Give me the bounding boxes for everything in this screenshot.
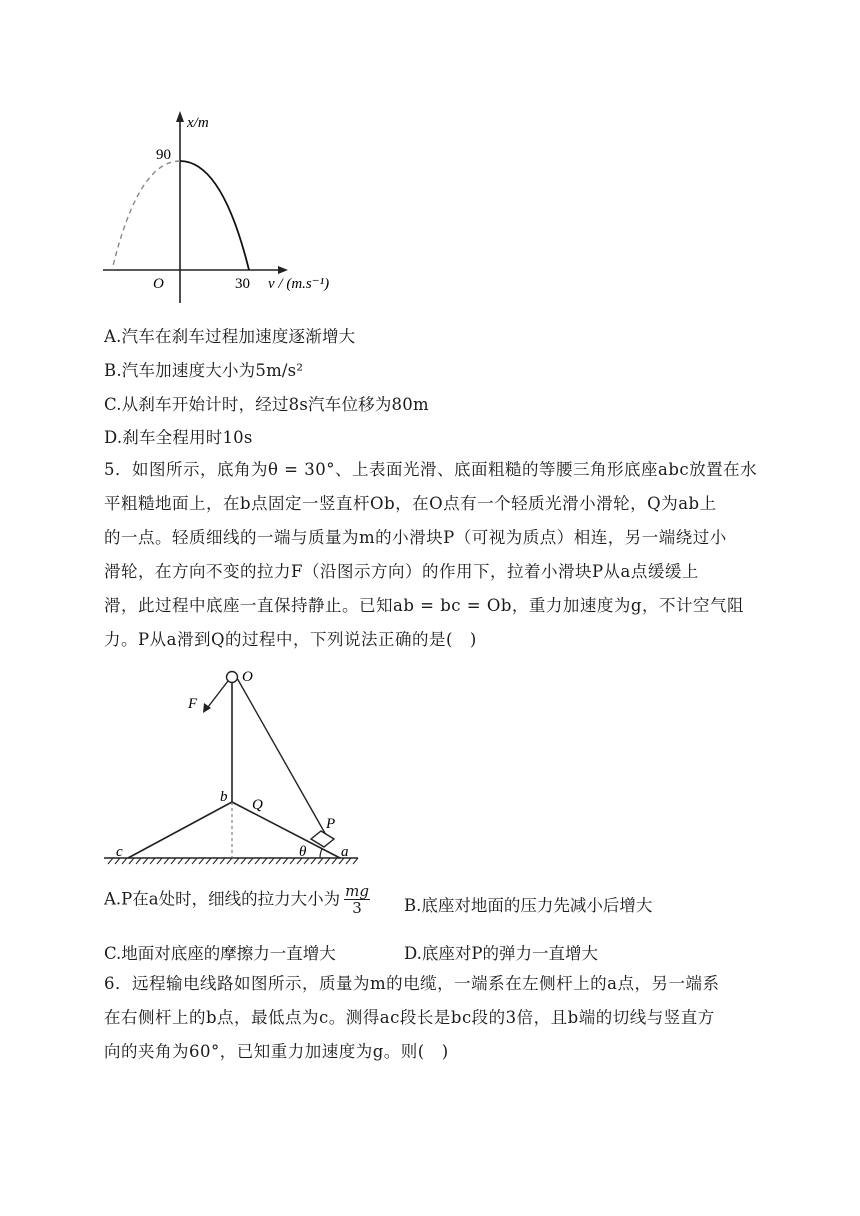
q6-line-2: 在右侧杆上的b点，最低点为c。测得ac段长是bc段的3倍，且b端的切线与竖直方	[104, 1008, 715, 1027]
string-f	[208, 681, 228, 707]
label-q: Q	[252, 797, 263, 813]
label-a: a	[341, 844, 349, 860]
q5-option-a	[104, 884, 374, 916]
q6-line-3: 向的夹角为60°，已知重力加速度为g。则( )	[104, 1042, 449, 1061]
y-tick-90: 90	[156, 147, 171, 163]
q4-option-d: D.刹车全程用时10s	[104, 428, 253, 447]
theta-arc	[320, 849, 322, 858]
incline-figure	[100, 665, 370, 870]
q4-option-b: B.汽车加速度大小为5m/s²	[104, 361, 304, 380]
label-f: F	[188, 696, 198, 712]
q6-stem	[104, 967, 764, 1069]
x-tick-30: 30	[235, 276, 250, 292]
y-axis-arrow	[176, 111, 184, 122]
label-p: P	[326, 816, 336, 832]
label-c: c	[116, 844, 123, 860]
fraction-denominator: 3	[352, 899, 362, 917]
q5-line-1: 5．如图所示，底角为θ = 30°、上表面光滑、底面粗糙的等腰三角形底座abc放置在水	[104, 460, 758, 479]
q5-line-2: 平粗糙地面上，在b点固定一竖直杆Ob，在O点有一个轻质光滑小滑轮，Q为ab上	[104, 494, 717, 513]
q5-option-a-text: A.P在a处时，细线的拉力大小为	[104, 889, 341, 909]
q6-line-1: 6．远程输电线路如图所示，质量为m的电缆，一端系在左侧杆上的a点，另一端系	[104, 974, 720, 993]
q5-option-b: B.底座对地面的压力先减小后增大	[404, 896, 653, 915]
dashed-parabola	[112, 161, 180, 270]
solid-parabola	[180, 161, 249, 270]
q5-line-4: 滑轮，在方向不变的拉力F（沿图示方向）的作用下，拉着小滑块P从a点缓缓上	[104, 562, 699, 581]
q5-option-c: C.地面对底座的摩擦力一直增大	[104, 944, 336, 963]
xv-graph	[100, 108, 360, 308]
ground-hatching	[108, 858, 358, 864]
label-theta: θ	[299, 844, 307, 860]
y-axis-label: x/m	[187, 115, 209, 131]
origin-label: O	[153, 276, 164, 292]
x-axis-arrow	[278, 266, 288, 274]
label-b-text: b	[220, 789, 228, 805]
x-axis-label: v / (m.s⁻¹)	[268, 276, 330, 292]
q5-line-3: 的一点。轻质细线的一端与质量为m的小滑块P（可视为质点）相连，另一端绕过小	[104, 528, 727, 547]
q5-stem	[104, 453, 764, 657]
label-o: O	[242, 669, 253, 685]
fraction-numerator: mg	[345, 882, 369, 900]
q5-line-5: 滑，此过程中底座一直保持静止。已知ab = bc = Ob，重力加速度为g，不计空气阻	[104, 596, 744, 615]
q4-option-c: C.从刹车开始计时，经过8s汽车位移为80m	[104, 395, 429, 414]
q5-line-6: 力。P从a滑到Q的过程中，下列说法正确的是( )	[104, 630, 477, 649]
q5-option-d: D.底座对P的弹力一直增大	[404, 944, 598, 963]
q4-option-a: A.汽车在刹车过程加速度逐渐增大	[104, 327, 356, 346]
side-cb	[128, 802, 232, 858]
pulley	[227, 672, 238, 683]
fraction-mg-over-3	[344, 884, 370, 916]
